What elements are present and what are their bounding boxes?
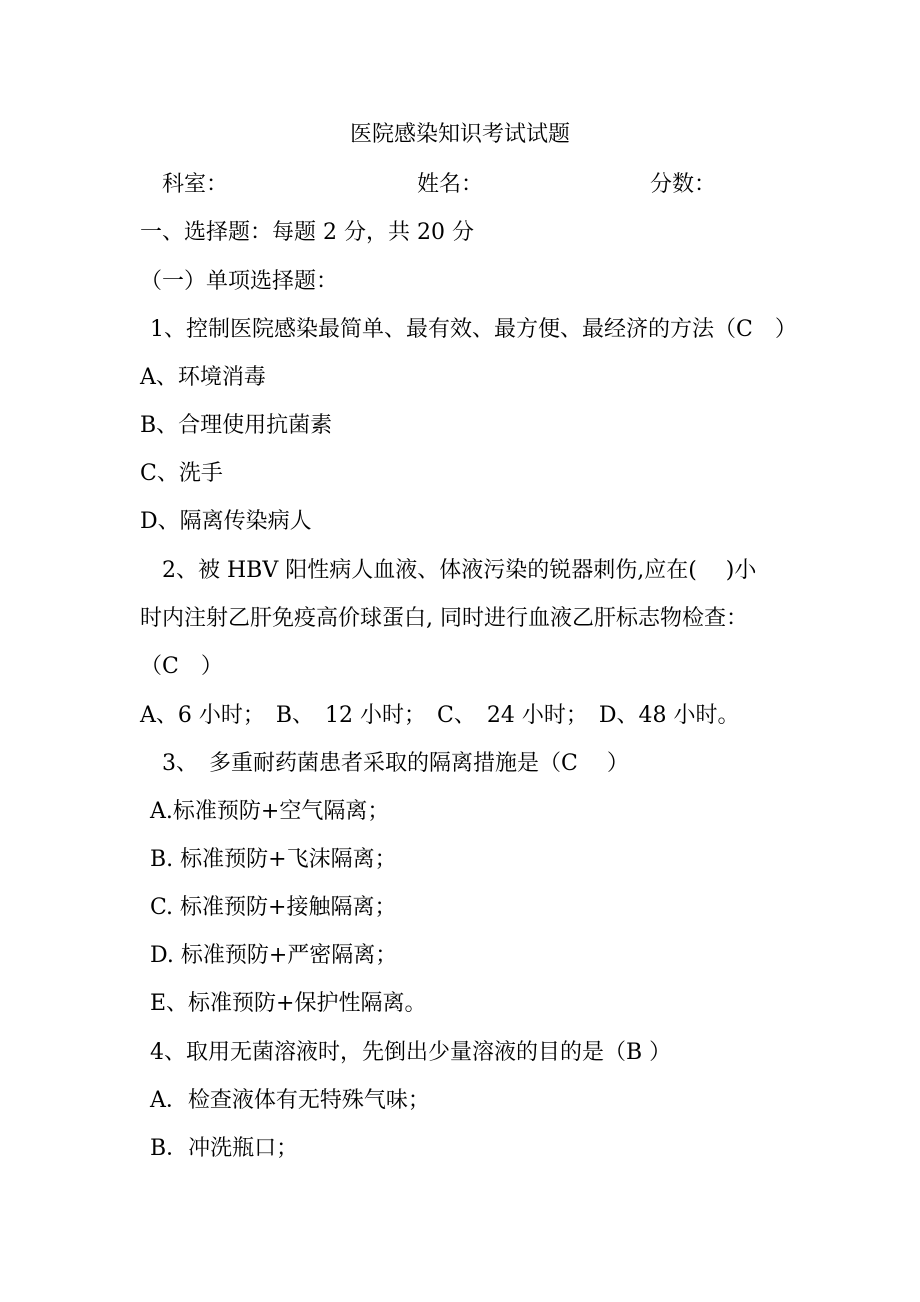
option-item: D、隔离传染病人 bbox=[140, 509, 312, 534]
option-item: B. 标准预防+飞沫隔离； bbox=[150, 847, 397, 872]
option-item: A、环境消毒 bbox=[140, 365, 266, 390]
section-subheading: （一）单项选择题： bbox=[140, 269, 339, 294]
page-title: 医院感染知识考试试题 bbox=[349, 122, 570, 147]
option-item: C、洗手 bbox=[140, 461, 223, 486]
option-item: A.标准预防+空气隔离； bbox=[150, 799, 390, 824]
option-item: D. 标准预防+严密隔离； bbox=[150, 943, 398, 968]
option-item: B．冲洗瓶口； bbox=[150, 1136, 299, 1161]
question-stem: 3、 多重耐药菌患者采取的隔离措施是（C ） bbox=[162, 751, 629, 776]
score-label: 分数： bbox=[650, 172, 717, 197]
option-item: C. 标准预防+接触隔离； bbox=[150, 895, 397, 920]
option-item: E、标准预防+保护性隔离。 bbox=[150, 991, 427, 1016]
option-item: A．检查液体有无特殊气味； bbox=[150, 1088, 430, 1113]
name-label: 姓名： bbox=[417, 172, 484, 197]
question-stem: 4、取用无菌溶液时，先倒出少量溶液的目的是（B ） bbox=[150, 1040, 672, 1065]
question-stem: 时内注射乙肝免疫高价球蛋白, 同时进行血液乙肝标志物检查： bbox=[140, 606, 748, 631]
option-item: B、合理使用抗菌素 bbox=[140, 413, 333, 438]
question-stem: （C ） bbox=[140, 654, 223, 679]
option-item: A、6 小时； B、 12 小时； C、 24 小时； D、48 小时。 bbox=[140, 703, 740, 728]
question-stem: 2、被 HBV 阳性病人血液、体液污染的锐器刺伤,应在( )小 bbox=[162, 558, 757, 583]
department-label: 科室： bbox=[162, 172, 229, 197]
section-heading: 一、选择题：每题 2 分，共 20 分 bbox=[140, 220, 474, 245]
question-stem: 1、控制医院感染最简单、最有效、最方便、最经济的方法（C ） bbox=[150, 317, 797, 342]
